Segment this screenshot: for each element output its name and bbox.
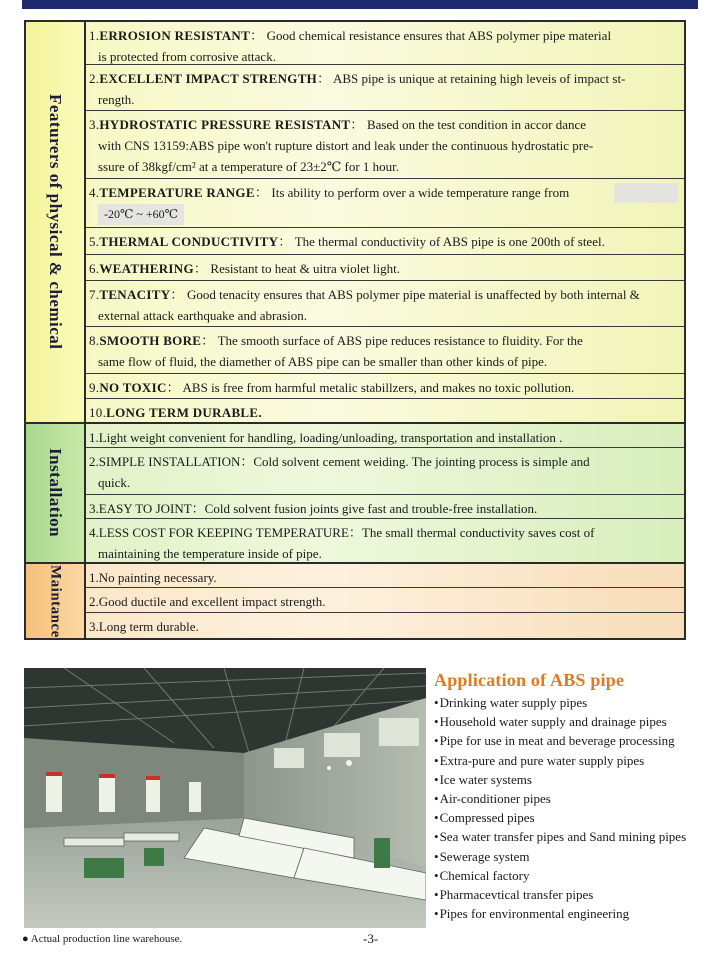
installation-side-label: Installation — [26, 424, 86, 562]
application-item: • Compressed pipes — [434, 808, 716, 827]
page-number: -3- — [363, 931, 379, 946]
maintance-row-1: 1.No painting necessary. — [86, 564, 684, 588]
feature-row-2: 2.EXCELLENT IMPACT STRENGTH： ABS pipe is unique at retaining high leveis of impact st- rength. — [86, 65, 684, 111]
factory-photo — [24, 668, 426, 928]
application-item: • Sea water transfer pipes and Sand mining pipes — [434, 827, 716, 846]
top-banner-bar — [22, 0, 698, 9]
maintance-section — [26, 564, 684, 638]
application-item: • Pipes for environmental engineering — [434, 904, 716, 923]
feature-row-1: 1.ERROSION RESISTANT： Good chemical resistance ensures that ABS polymer pipe material is protected from corrosive attack. — [86, 22, 684, 65]
feature-row-4: 4.TEMPERATURE RANGE： Its ability to perform over a wide temperature range from -20℃ ~ +60℃ — [86, 179, 684, 228]
feature-row-6: 6.WEATHERING： Resistant to heat & uitra violet light. — [86, 255, 684, 281]
feature-row-10: 10.LONG TERM DURABLE. — [86, 399, 684, 422]
application-item: • Extra-pure and pure water supply pipes — [434, 751, 716, 770]
photo-caption: ● Actual production line warehouse. — [22, 933, 183, 945]
features-side-label: Featurers of physical & chemical — [26, 22, 86, 422]
application-item: • Drinking water supply pipes — [434, 693, 716, 712]
maintance-row-3: 3.Long term durable. — [86, 613, 684, 638]
maintance-row-2: 2.Good ductile and excellent impact strength. — [86, 588, 684, 613]
application-list — [434, 670, 716, 923]
application-item: • Chemical factory — [434, 866, 716, 885]
application-item: • Sewerage system — [434, 847, 716, 866]
grey-placeholder-box — [614, 183, 678, 203]
features-table — [24, 20, 686, 640]
application-title: Application of ABS pipe — [434, 670, 625, 690]
temperature-range-value: -20℃ ~ +60℃ — [98, 204, 184, 225]
application-item: • Air-conditioner pipes — [434, 789, 716, 808]
application-item: • Ice water systems — [434, 770, 716, 789]
feature-row-9: 9.NO TOXIC： ABS is free from harmful metalic stabillzers, and makes no toxic pollution. — [86, 374, 684, 399]
application-item: • Household water supply and drainage pipes — [434, 712, 716, 731]
feature-row-7: 7.TENACITY： Good tenacity ensures that ABS polymer pipe material is unaffected by both internal & external attack earthquake and abrasion. — [86, 281, 684, 327]
installation-row-1: 1.Light weight convenient for handling, loading/unloading, transportation and installation . — [86, 424, 684, 448]
installation-row-2: 2.SIMPLE INSTALLATION：Cold solvent cement weiding. The jointing process is simple and quick. — [86, 448, 684, 495]
feature-row-5: 5.THERMAL CONDUCTIVITY： The thermal conductivity of ABS pipe is one 200th of steel. — [86, 228, 684, 255]
maintance-side-label: Maintance — [26, 564, 86, 638]
installation-row-3: 3.EASY TO JOINT：Cold solvent fusion joints give fast and trouble-free installation. — [86, 495, 684, 519]
installation-row-4: 4.LESS COST FOR KEEPING TEMPERATURE：The small thermal conductivity saves cost of maintaining the temperature inside of pipe. — [86, 519, 684, 562]
feature-row-8: 8.SMOOTH BORE： The smooth surface of ABS pipe reduces resistance to fluidity. For the same flow of fluid, the diamether of ABS pipe can be smaller than other kinds of pipe. — [86, 327, 684, 374]
application-item: • Pipe for use in meat and beverage processing — [434, 731, 716, 750]
application-item: • Pharmacevtical transfer pipes — [434, 885, 716, 904]
installation-section — [26, 424, 684, 564]
feature-row-3: 3.HYDROSTATIC PRESSURE RESISTANT： Based on the test condition in accor dance with CNS 13159:ABS pipe won't rupture distort and leak under the continuous hydrostatic pre- ssure of 38kgf/cm² at a temperature of 23±2℃ for 1 hour. — [86, 111, 684, 179]
features-section — [26, 22, 684, 424]
